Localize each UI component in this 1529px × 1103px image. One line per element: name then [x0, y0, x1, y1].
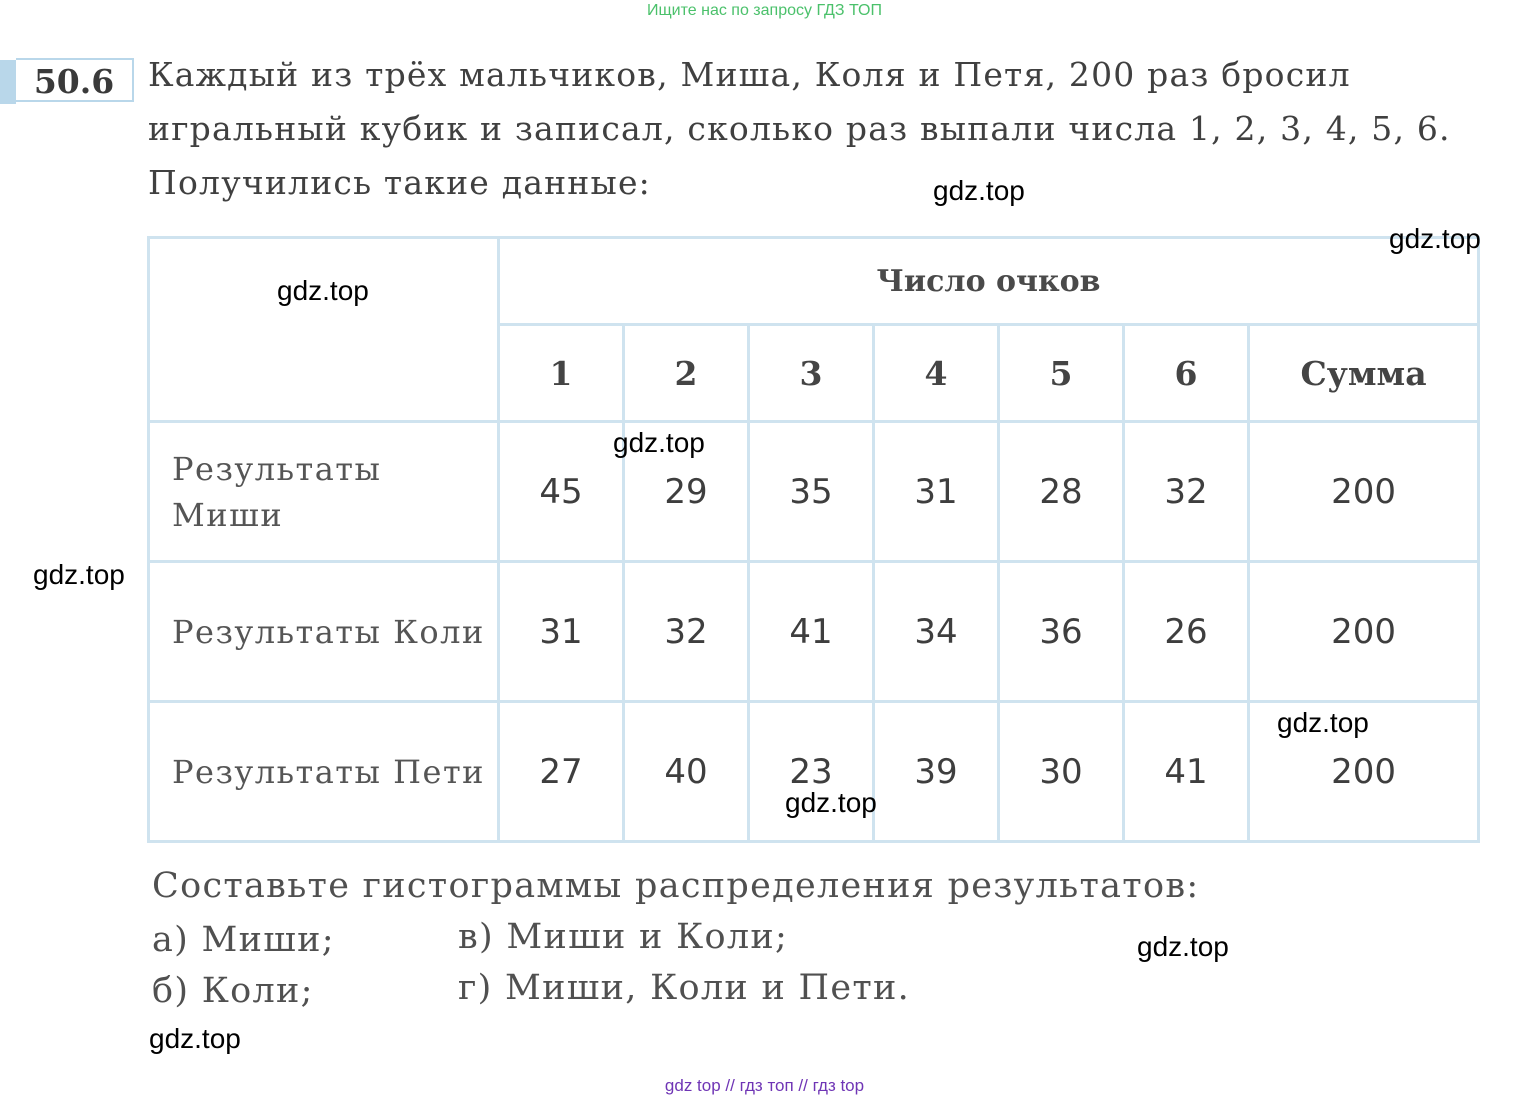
results-table [147, 236, 1480, 843]
watermark: gdz.top [1137, 931, 1229, 962]
column-header: 2 [624, 325, 749, 422]
table-cell: 26 [1124, 562, 1249, 702]
left-accent-strip [0, 60, 16, 104]
option-a: а) Миши; [152, 920, 335, 960]
table-cell: 32 [1124, 422, 1249, 562]
table-cell: 41 [1124, 702, 1249, 842]
option-v: в) Миши и Коли; [458, 917, 789, 957]
table-cell: 35 [749, 422, 874, 562]
row-label: Результаты Миши [149, 422, 499, 562]
task-question: Составьте гистограммы распределения результатов: [152, 866, 1200, 906]
table-cell: 29 [624, 422, 749, 562]
table-cell: 34 [874, 562, 999, 702]
table-row [149, 422, 1479, 562]
watermark: gdz.top [1389, 223, 1481, 254]
table-group-header: Число очков [499, 238, 1479, 325]
column-header: 5 [999, 325, 1124, 422]
table-cell-sum: 200 [1249, 562, 1479, 702]
column-header-sum: Сумма [1249, 325, 1479, 422]
table-corner-cell [149, 238, 499, 422]
option-b: б) Коли; [152, 971, 314, 1011]
watermark: gdz.top [33, 559, 125, 590]
table-cell: 45 [499, 422, 624, 562]
column-header: 1 [499, 325, 624, 422]
row-label: Результаты Коли [149, 562, 499, 702]
table-cell: 39 [874, 702, 999, 842]
problem-text: Каждый из трёх мальчиков, Миша, Коля и Петя, 200 раз бросил игральный кубик и записал, сколько раз выпали числа 1, 2, 3, 4, 5, 6. Получились такие данные: [148, 55, 1451, 202]
watermark: gdz.top [933, 175, 1025, 206]
table-cell: 28 [999, 422, 1124, 562]
watermark: gdz.top [785, 787, 877, 818]
table-cell: 31 [499, 562, 624, 702]
problem-number: 50.6 [16, 58, 134, 102]
column-header: 6 [1124, 325, 1249, 422]
row-label: Результаты Пети [149, 702, 499, 842]
watermark: gdz.top [149, 1023, 241, 1054]
column-header: 3 [749, 325, 874, 422]
table-cell: 41 [749, 562, 874, 702]
table-cell-sum: 200 [1249, 702, 1479, 842]
table-cell: 32 [624, 562, 749, 702]
footer-links: gdz top // гдз топ // гдз top [664, 1076, 865, 1095]
watermark: gdz.top [613, 427, 705, 458]
table-cell: 36 [999, 562, 1124, 702]
table-cell: 30 [999, 702, 1124, 842]
table-cell: 27 [499, 702, 624, 842]
option-g: г) Миши, Коли и Пети. [458, 968, 911, 1008]
watermark: gdz.top [277, 275, 369, 306]
top-banner: Ищите нас по запросу ГДЗ ТОП [647, 2, 882, 19]
table-cell: 23 [749, 702, 874, 842]
table-cell-sum: 200 [1249, 422, 1479, 562]
table-cell: 40 [624, 702, 749, 842]
column-header: 4 [874, 325, 999, 422]
watermark: gdz.top [1277, 707, 1369, 738]
table-cell: 31 [874, 422, 999, 562]
table-row [149, 562, 1479, 702]
